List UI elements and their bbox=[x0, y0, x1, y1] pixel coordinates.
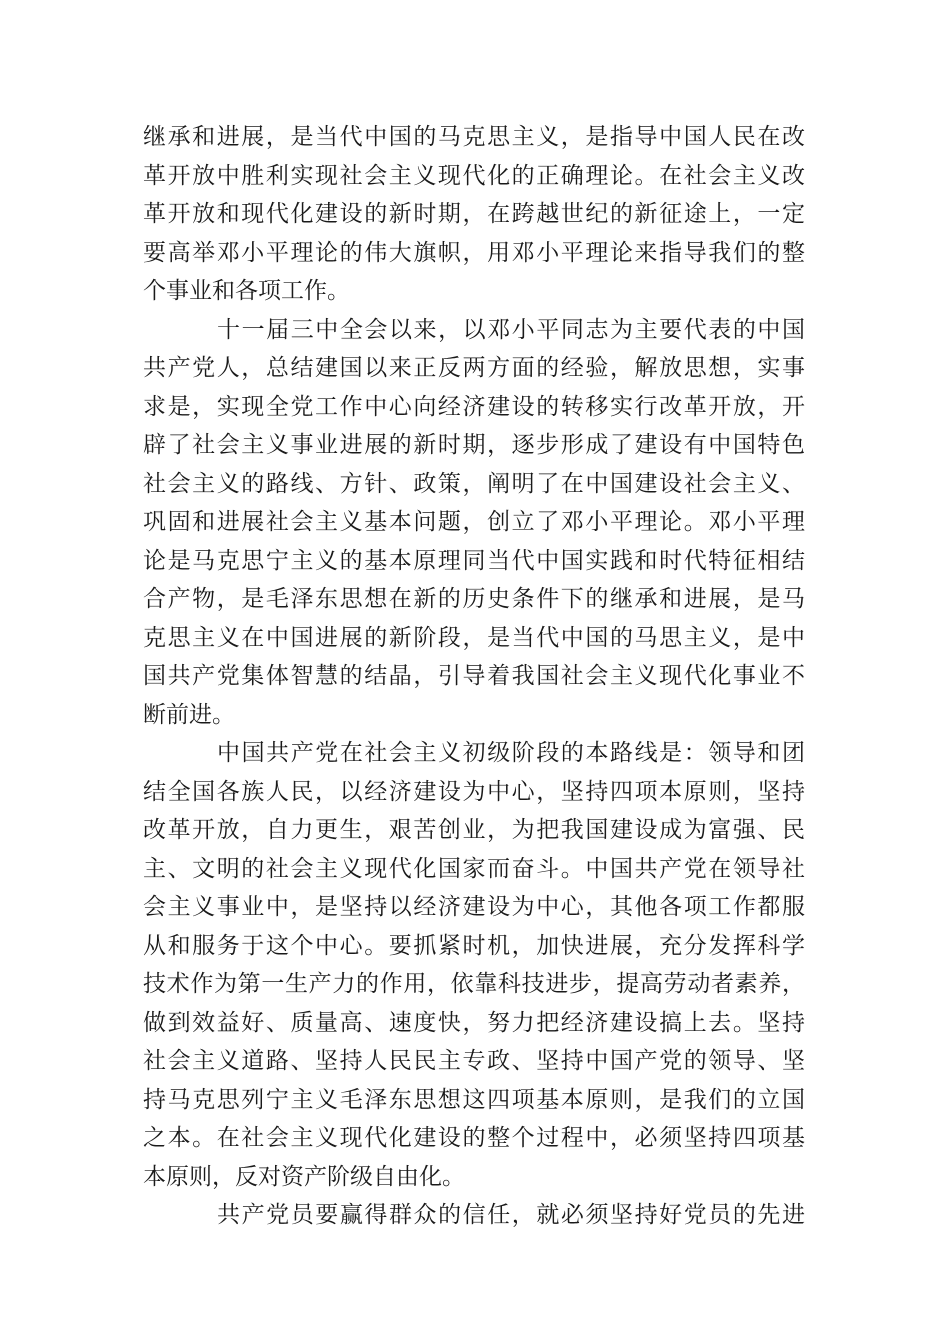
text-line: 共产党人，总结建国以来正反两方面的经验，解放思想，实事 bbox=[143, 355, 805, 381]
document-body bbox=[143, 118, 805, 1235]
paragraph-4 bbox=[143, 1196, 805, 1235]
text-line: 技术作为第一生产力的作用，依靠科技进步，提高劳动者素养， bbox=[143, 971, 805, 997]
text-line: 共产党员要赢得群众的信任，就必须坚持好党员的先进 bbox=[217, 1202, 805, 1228]
text-line: 国共产党集体智慧的结晶，引导着我国社会主义现代化事业不 bbox=[143, 663, 805, 689]
text-line: 合产物，是毛泽东思想在新的历史条件下的继承和进展，是马 bbox=[143, 586, 805, 612]
text-line: 之本。在社会主义现代化建设的整个过程中，必须坚持四项基 bbox=[143, 1125, 805, 1151]
text-line: 本原则，反对资产阶级自由化。 bbox=[143, 1163, 465, 1190]
text-line: 中国共产党在社会主义初级阶段的本路线是：领导和团 bbox=[217, 740, 805, 766]
text-line: 改革开放，自力更生，艰苦创业，为把我国建设成为富强、民 bbox=[143, 817, 805, 843]
text-line: 革开放和现代化建设的新时期，在跨越世纪的新征途上，一定 bbox=[143, 201, 805, 227]
text-line: 巩固和进展社会主义基本问题，创立了邓小平理论。邓小平理 bbox=[143, 509, 805, 535]
text-line: 会主义事业中，是坚持以经济建设为中心，其他各项工作都服 bbox=[143, 894, 805, 920]
text-line: 克思主义在中国进展的新阶段，是当代中国的马思主义，是中 bbox=[143, 624, 805, 651]
text-line: 辟了社会主义事业进展的新时期，逐步形成了建设有中国特色 bbox=[143, 432, 805, 458]
text-line: 要高举邓小平理论的伟大旗帜，用邓小平理论来指导我们的整 bbox=[143, 239, 805, 266]
text-line: 革开放中胜利实现社会主义现代化的正确理论。在社会主义改 bbox=[143, 162, 805, 189]
paragraph-3 bbox=[143, 734, 805, 1196]
text-line: 继承和进展，是当代中国的马克思主义，是指导中国人民在改 bbox=[143, 124, 805, 150]
text-line: 主、文明的社会主义现代化国家而奋斗。中国共产党在领导社 bbox=[143, 855, 805, 882]
text-line: 十一届三中全会以来，以邓小平同志为主要代表的中国 bbox=[217, 316, 805, 343]
text-line: 断前进。 bbox=[143, 701, 235, 728]
text-line: 求是，实现全党工作中心向经济建设的转移实行改革开放，开 bbox=[143, 393, 805, 420]
text-line: 社会主义的路线、方针、政策，阐明了在中国建设社会主义、 bbox=[143, 470, 805, 497]
text-line: 社会主义道路、坚持人民民主专政、坚持中国产党的领导、坚 bbox=[143, 1048, 805, 1074]
text-line: 个事业和各项工作。 bbox=[143, 278, 350, 304]
text-line: 结全国各族人民，以经济建设为中心，坚持四项本原则，坚持 bbox=[143, 778, 805, 805]
text-line: 从和服务于这个中心。要抓紧时机，加快进展，充分发挥科学 bbox=[143, 932, 805, 959]
paragraph-2 bbox=[143, 311, 805, 735]
text-line: 做到效益好、质量高、速度快，努力把经济建设搞上去。坚持 bbox=[143, 1009, 805, 1036]
text-line: 论是马克思宁主义的基本原理同当代中国实践和时代特征相结 bbox=[143, 547, 805, 574]
text-line: 持马克思列宁主义毛泽东思想这四项基本原则，是我们的立国 bbox=[143, 1086, 805, 1113]
paragraph-1 bbox=[143, 118, 805, 311]
